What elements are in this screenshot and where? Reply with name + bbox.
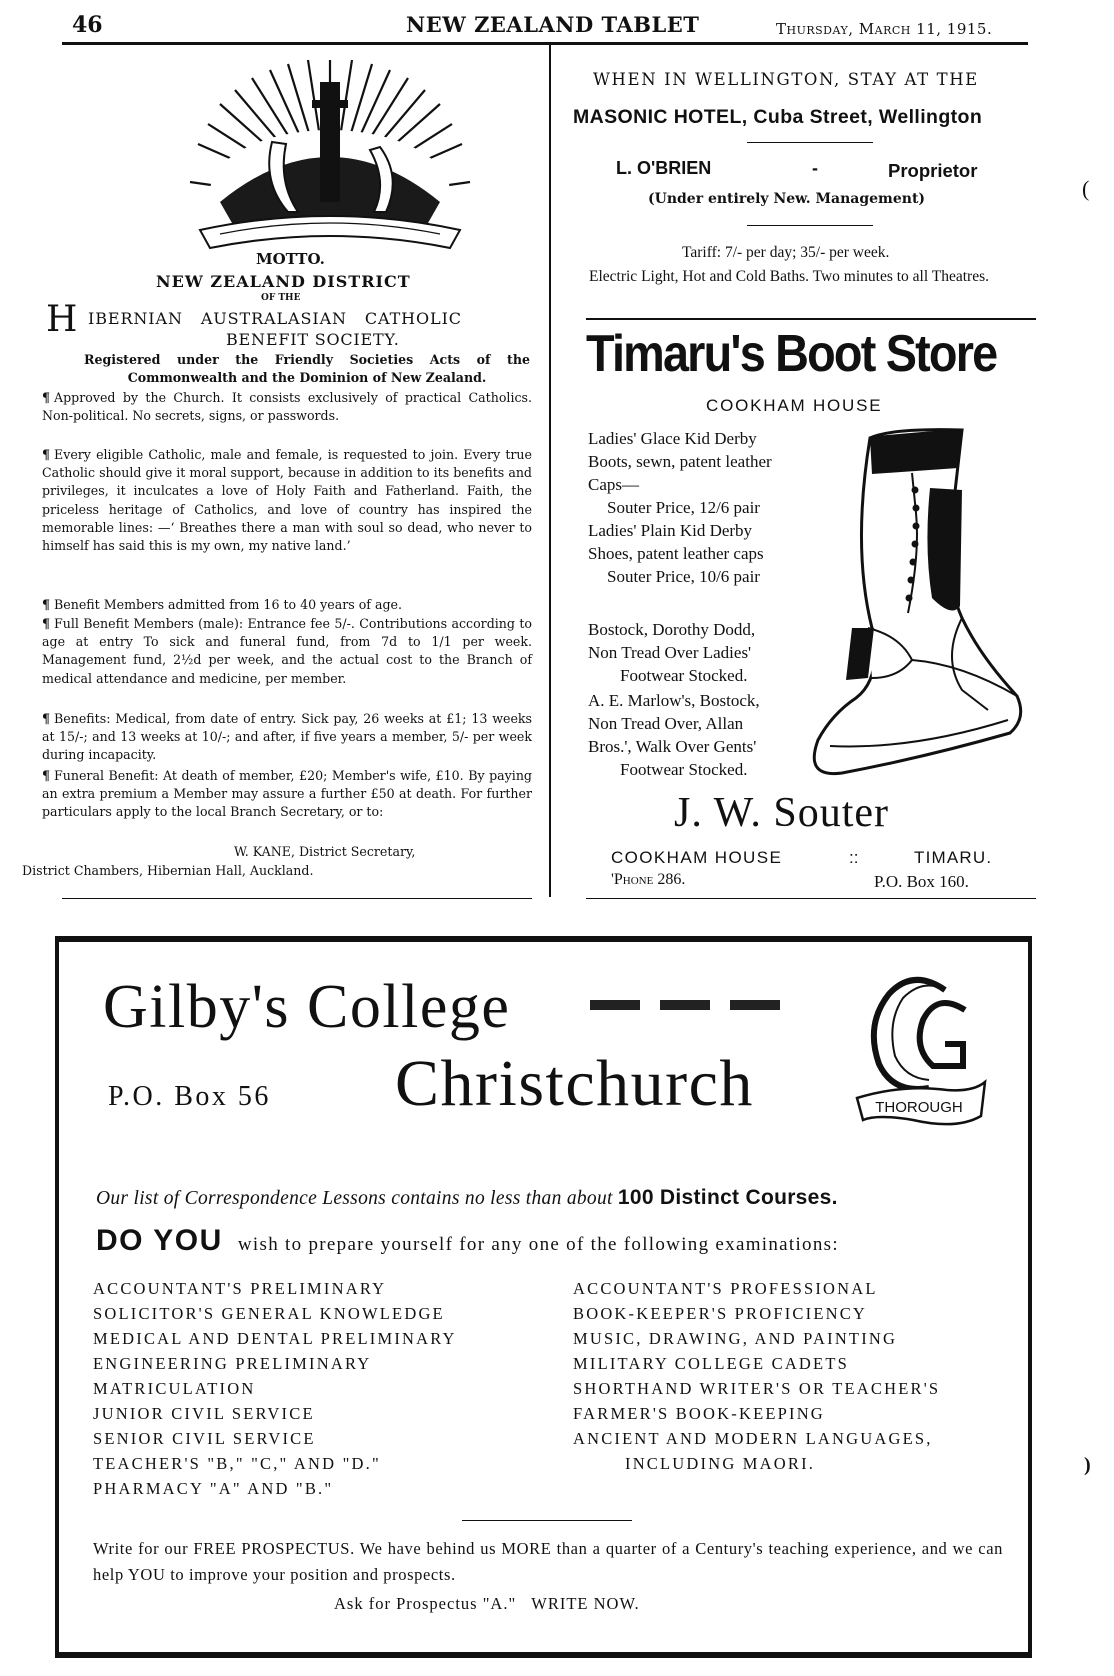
hotel-intro: WHEN IN WELLINGTON, STAY AT THE — [593, 70, 979, 89]
exam-item: ENGINEERING PRELIMINARY — [93, 1354, 372, 1373]
souter-town: TIMARU. — [914, 848, 993, 867]
boot-text-line: Ladies' Plain Kid Derby — [588, 521, 753, 540]
exam-item: SOLICITOR'S GENERAL KNOWLEDGE — [93, 1304, 445, 1323]
exam-item: INCLUDING MAORI. — [625, 1454, 816, 1473]
boot-text-line: Shoes, patent leather caps — [588, 544, 764, 563]
exam-item: MATRICULATION — [93, 1379, 256, 1398]
college-rule — [462, 1520, 632, 1521]
exam-item: TEACHER'S "B," "C," AND "D." — [93, 1454, 381, 1473]
society-paragraph: ¶ Every eligible Catholic, male and female, is requested to join. Every true Catholic should give it moral support, because in addition to its benefits and privileges, it inculcates a love of Holy Faith and Fatherland. Faith, the priceless heritage of Catholics, and love of country has inspired the memorable lines: —‘ Breathes there a man with soul so dead, who never to himself has said this is my own, my native land.’ — [42, 447, 532, 554]
registration-note: Registered under the Friendly Societies Acts of the Commonwealth and the Dominion of New Zealand. — [84, 352, 530, 386]
hotel-amenities: Electric Light, Hot and Cold Baths. Two minutes to all Theatres. — [589, 268, 989, 285]
society-title-line2: BENEFIT SOCIETY. — [226, 330, 400, 349]
exam-item: ACCOUNTANT'S PRELIMINARY — [93, 1279, 387, 1298]
college-name: Gilby's College — [103, 973, 511, 1041]
proprietor-name: L. O'BRIEN — [616, 158, 712, 178]
district-secretary: W. KANE, District Secretary, — [234, 844, 416, 859]
boot-text-line: Bros.', Walk Over Gents' — [588, 737, 757, 756]
exam-item: ANCIENT AND MODERN LANGUAGES, — [573, 1429, 933, 1448]
exam-item: FARMER'S BOOK-KEEPING — [573, 1404, 825, 1423]
souter-separator: :: — [849, 848, 859, 867]
college-monogram-logo — [853, 970, 993, 1140]
souter-signature: J. W. Souter — [674, 790, 890, 836]
hotel-rule — [747, 142, 873, 143]
souter-house: COOKHAM HOUSE — [611, 848, 783, 867]
exam-item: SENIOR CIVIL SERVICE — [93, 1429, 316, 1448]
logo-ribbon-text: THOROUGH — [875, 1099, 963, 1116]
boot-text-line: Souter Price, 10/6 pair — [607, 567, 760, 586]
college-city: Christchurch — [395, 1047, 754, 1120]
boot-text-line: Ladies' Glace Kid Derby — [588, 429, 757, 448]
exam-item: MILITARY COLLEGE CADETS — [573, 1354, 849, 1373]
boot-text-line: Non Tread Over, Allan — [588, 714, 744, 733]
boot-store-subtitle: COOKHAM HOUSE — [706, 396, 883, 415]
exam-item: ACCOUNTANT'S PROFESSIONAL — [573, 1279, 878, 1298]
motto-heading: MOTTO. — [256, 250, 325, 268]
exam-item: JUNIOR CIVIL SERVICE — [93, 1404, 315, 1423]
district-heading: NEW ZEALAND DISTRICT — [156, 272, 411, 291]
hotel-rule — [747, 225, 873, 226]
exam-item: MUSIC, DRAWING, AND PAINTING — [573, 1329, 898, 1348]
header-rule — [62, 42, 1028, 45]
section-rule — [586, 318, 1036, 320]
wish-text: wish to prepare yourself for any one of the following examinations: — [237, 1234, 839, 1255]
boot-text-line: A. E. Marlow's, Bostock, — [588, 691, 760, 710]
society-paragraph: ¶ Funeral Benefit: At death of member, £20; Member's wife, £10. By paying an extra premium a Member may assure a further £50 at death. For further particulars apply to the local Branch Secretary, or to: — [42, 768, 532, 820]
tariff-line: Tariff: 7/- per day; 35/- per week. — [682, 244, 890, 261]
proprietor-dash: - — [812, 158, 818, 178]
lessons-text: Our list of Correspondence Lessons contains no less than about — [96, 1188, 613, 1209]
column-divider — [549, 45, 551, 897]
issue-date: Thursday, March 11, 1915. — [776, 20, 993, 38]
page-number: 46 — [72, 12, 103, 38]
section-rule — [62, 898, 532, 899]
publication-title: NEW ZEALAND TABLET — [406, 12, 700, 37]
section-rule — [586, 898, 1036, 899]
college-name-flourish — [590, 1000, 780, 1010]
college-po-box: P.O. Box 56 — [108, 1081, 271, 1112]
lessons-count: 100 Distinct Courses. — [617, 1186, 838, 1209]
ladies-boot-illustration — [812, 428, 1027, 788]
exam-item: PHARMACY "A" AND "B." — [93, 1479, 334, 1498]
management-note: (Under entirely New. Management) — [648, 191, 926, 207]
margin-mark: ( — [1082, 176, 1090, 201]
hibernian-emblem — [180, 52, 480, 262]
society-paragraph: ¶ Benefits: Medical, from date of entry. Sick pay, 26 weeks at £1; 13 weeks at 15/-; and 13 weeks at 10/-; and after, if five years a member, 5/- per week during incapacity. — [42, 711, 532, 763]
boot-text-line: Souter Price, 12/6 pair — [607, 498, 760, 517]
boot-text-line: Footwear Stocked. — [620, 760, 748, 779]
do-you-heading: DO YOU — [96, 1224, 223, 1257]
society-paragraph: ¶ Full Benefit Members (male): Entrance fee 5/-. Contributions according to age at entry To sick and funeral fund, from 7d to 1/1 per week. Management fund, 2½d per week, and the actual cost to the Branch of medical attendance and medicine, per member. — [42, 616, 532, 686]
exam-item: MEDICAL AND DENTAL PRELIMINARY — [93, 1329, 457, 1348]
do-you-line — [96, 1224, 839, 1258]
boot-text-line: Boots, sewn, patent leather — [588, 452, 772, 471]
exam-item: BOOK-KEEPER'S PROFICIENCY — [573, 1304, 868, 1323]
society-paragraph: ¶ Approved by the Church. It consists exclusively of practical Catholics. Non-political. No secrets, signs, or passwords. — [42, 390, 532, 424]
district-address: District Chambers, Hibernian Hall, Auckland. — [22, 863, 314, 878]
boot-store-title: Timaru's Boot Store — [586, 325, 997, 383]
prospectus-text: Write for our FREE PROSPECTUS. We have behind us MORE than a quarter of a Century's teaching experience, and we can help YOU to improve your position and prospects. — [93, 1539, 1003, 1584]
society-paragraph: ¶ Benefit Members admitted from 16 to 40 years of age. — [42, 597, 402, 612]
lessons-line — [96, 1186, 838, 1210]
of-the-heading: OF THE — [261, 293, 301, 303]
hotel-name: MASONIC HOTEL, Cuba Street, Wellington — [573, 106, 983, 128]
margin-mark: ) — [1084, 1454, 1091, 1476]
boot-text-line: Caps— — [588, 475, 639, 494]
souter-box: P.O. Box 160. — [874, 872, 969, 891]
boot-text-line: Footwear Stocked. — [620, 666, 748, 685]
boot-text-line: Bostock, Dorothy Dodd, — [588, 620, 756, 639]
proprietor-title: Proprietor — [888, 160, 978, 181]
society-title-line1: IBERNIAN AUSTRALASIAN CATHOLIC — [88, 309, 462, 328]
boot-text-line: Non Tread Over Ladies' — [588, 643, 752, 662]
souter-phone: 'Phone 286. — [611, 871, 686, 888]
ask-prospectus: Ask for Prospectus "A." WRITE NOW. — [334, 1594, 640, 1613]
society-title-initial: H — [46, 299, 78, 340]
exam-item: SHORTHAND WRITER'S OR TEACHER'S — [573, 1379, 941, 1398]
